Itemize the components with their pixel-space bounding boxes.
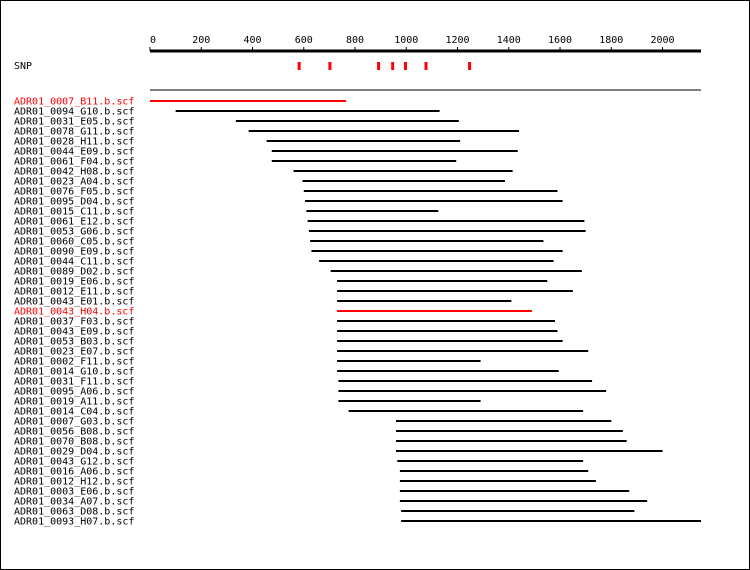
axis-tick-label: 1200 [445,35,470,46]
snp-track-label: SNP [14,61,33,72]
read-name[interactable]: ADR01_0031_F11.b.scf [14,376,135,388]
axis-tick-label: 0 [150,35,157,46]
read-name[interactable]: ADR01_0003_E06.b.scf [14,486,135,498]
read-name[interactable]: ADR01_0060_C05.b.scf [14,236,135,248]
axis-tick-label: 1800 [599,35,624,46]
read-name[interactable]: ADR01_0012_H12.b.scf [14,476,135,488]
read-name[interactable]: ADR01_0089_D02.b.scf [14,266,135,278]
read-name[interactable]: ADR01_0043_E01.b.scf [14,296,135,308]
axis-tick-label: 2000 [650,35,675,46]
read-name[interactable]: ADR01_0078_G11.b.scf [14,126,135,138]
snp-marker [377,62,380,70]
read-name[interactable]: ADR01_0043_E09.b.scf [14,326,135,338]
read-name[interactable]: ADR01_0019_A11.b.scf [14,396,135,408]
snp-marker [391,62,394,70]
reads-track [14,97,701,528]
read-name[interactable]: ADR01_0044_C11.b.scf [14,256,135,268]
read-name[interactable]: ADR01_0076_F05.b.scf [14,186,135,198]
position-axis [150,35,701,51]
axis-tick-label: 600 [294,35,313,46]
read-name[interactable]: ADR01_0093_H07.b.scf [14,516,135,528]
alignment-chart [1,1,749,569]
read-name[interactable]: ADR01_0061_E12.b.scf [14,216,135,228]
read-name[interactable]: ADR01_0056_B08.b.scf [14,426,135,438]
snp-marker [468,62,471,70]
read-name[interactable]: ADR01_0070_B08.b.scf [14,436,135,448]
read-name[interactable]: ADR01_0037_F03.b.scf [14,316,135,328]
read-name[interactable]: ADR01_0029_D04.b.scf [14,446,135,458]
read-row [14,517,701,528]
read-name[interactable]: ADR01_0063_D08.b.scf [14,506,135,518]
read-name[interactable]: ADR01_0053_B03.b.scf [14,336,135,348]
read-name[interactable]: ADR01_0002_F11.b.scf [14,356,135,368]
read-name[interactable]: ADR01_0019_E06.b.scf [14,276,135,288]
read-name[interactable]: ADR01_0090_E09.b.scf [14,246,135,258]
read-name[interactable]: ADR01_0061_F04.b.scf [14,156,135,168]
snp-marker [404,62,407,70]
read-name[interactable]: ADR01_0023_E07.b.scf [14,346,135,358]
axis-tick-label: 1400 [496,35,521,46]
read-name[interactable]: ADR01_0043_G12.b.scf [14,456,135,468]
axis-tick-label: 200 [192,35,211,46]
snp-marker [425,62,428,70]
read-name[interactable]: ADR01_0031_E05.b.scf [14,116,135,128]
read-name[interactable]: ADR01_0034_A07.b.scf [14,496,135,508]
read-name[interactable]: ADR01_0014_G10.b.scf [14,366,135,378]
axis-tick-label: 1000 [394,35,419,46]
read-name[interactable]: ADR01_0016_A06.b.scf [14,466,135,478]
read-name[interactable]: ADR01_0044_E09.b.scf [14,146,135,158]
read-name[interactable]: ADR01_0014_C04.b.scf [14,406,135,418]
read-name[interactable]: ADR01_0015_C11.b.scf [14,206,135,218]
read-name[interactable]: ADR01_0095_A06.b.scf [14,386,135,398]
read-name[interactable]: ADR01_0094_G10.b.scf [14,106,135,118]
read-name[interactable]: ADR01_0028_H11.b.scf [14,136,135,148]
read-name[interactable]: ADR01_0095_D04.b.scf [14,196,135,208]
axis-tick-label: 1600 [547,35,573,46]
read-name[interactable]: ADR01_0042_H08.b.scf [14,166,135,178]
read-name[interactable]: ADR01_0053_G06.b.scf [14,226,135,238]
read-name[interactable]: ADR01_0012_E11.b.scf [14,286,135,298]
read-name[interactable]: ADR01_0023_A04.b.scf [14,176,135,188]
axis-tick-label: 400 [243,35,262,46]
snp-marker [298,62,301,70]
snp-marker [328,62,331,70]
axis-tick-label: 800 [345,35,365,46]
snp-track [14,61,471,72]
read-name[interactable]: ADR01_0007_G03.b.scf [14,416,135,428]
read-name[interactable]: ADR01_0007_B11.b.scf [14,96,135,108]
read-name[interactable]: ADR01_0043_H04.b.scf [14,306,135,318]
